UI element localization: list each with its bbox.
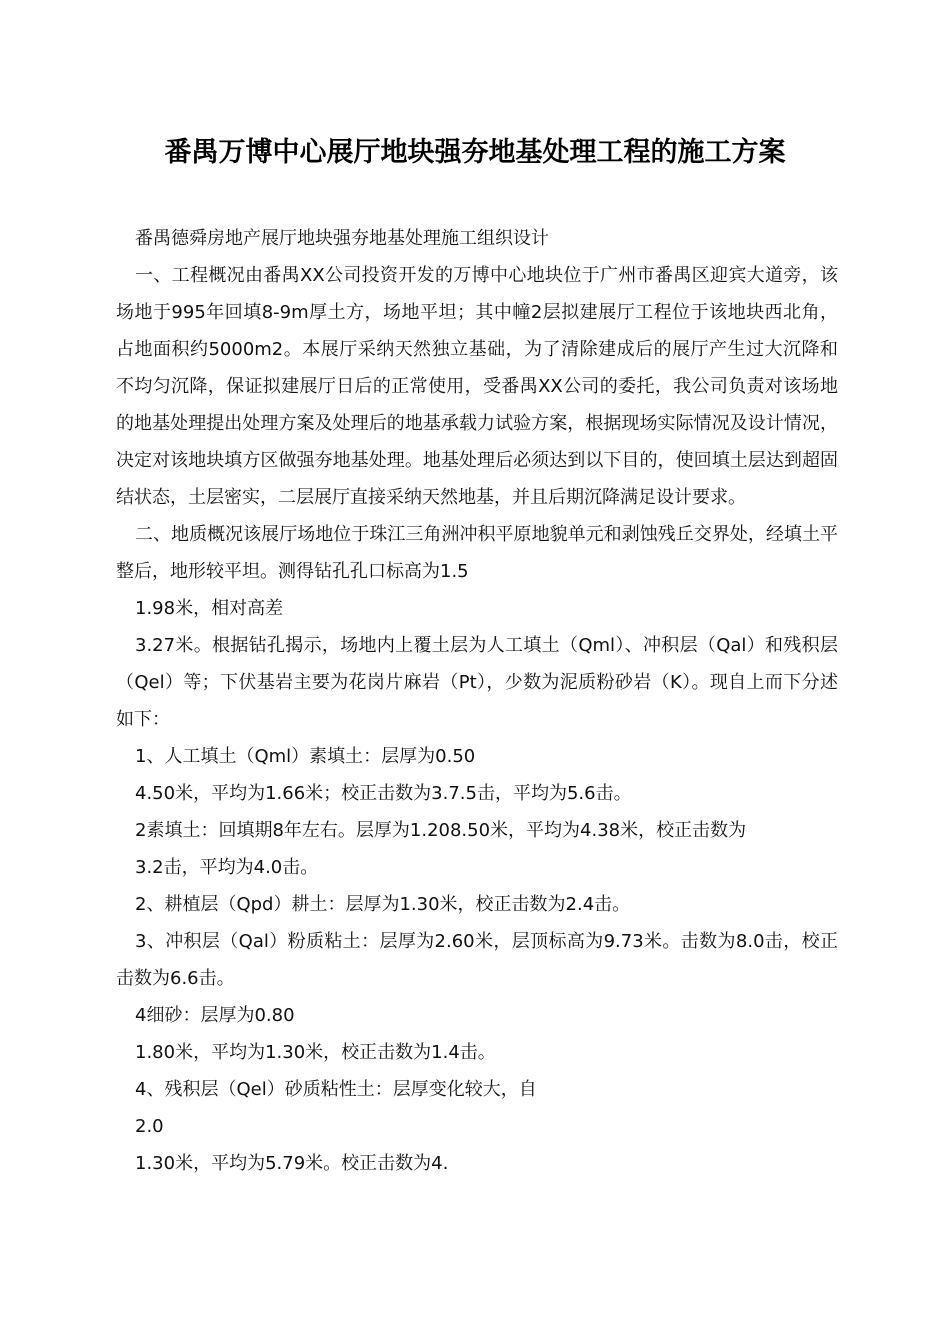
- paragraph-geology-overview: 二、地质概况该展厅场地位于珠江三角洲冲积平原地貌单元和剥蚀残丘交界处，经填土平整后，地形较平坦。测得钻孔孔口标高为1.5: [116, 524, 838, 582]
- paragraph-soil-layers: 3.27米。根据钻孔揭示，场地内上覆土层为人工填土（Qml）、冲积层（Qal）和残积层（Qel）等；下伏基岩主要为花岗片麻岩（Pt），少数为泥质粉砂岩（K）。现自上而下分述如下：: [116, 635, 838, 730]
- paragraph-residual-layer: 4、残积层（Qel）砂质粘性土：层厚变化较大，自: [135, 1079, 537, 1100]
- paragraph-cultivated-layer: 2、耕植层（Qpd）耕土：层厚为1.30米，校正击数为2.4击。: [135, 894, 631, 915]
- paragraph-plain-fill: 2素填土：回填期8年左右。层厚为1.208.50米，平均为4.38米，校正击数为: [135, 820, 747, 841]
- paragraph-fill-soil-values: 4.50米，平均为1.66米；校正击数为3.7.5击，平均为5.6击。: [135, 783, 632, 804]
- paragraph-elevation-range: 1.98米，相对高差: [135, 598, 284, 619]
- document-body: [116, 220, 838, 1182]
- document-title: 番禺万博中心展厅地块强夯地基处理工程的施工方案: [164, 137, 786, 168]
- paragraph-project-overview: 一、工程概况由番禺XX公司投资开发的万博中心地块位于广州市番禺区迎宾大道旁，该场地于995年回填8-9m厚土方，场地平坦；其中幢2层拟建展厅工程位于该地块西北角，占地面积约5000m2。本展厅采纳天然独立基础，为了清除建成后的展厅产生过大沉降和不均匀沉降，保证拟建展厅日后的正常使用，受番禺XX公司的委托，我公司负责对该场地的地基处理提出处理方案及处理后的地基承载力试验方案，根据现场实际情况及设计情况，决定对该地块填方区做强夯地基处理。地基处理后必须达到以下目的，使回填土层达到超固结状态，土层密实，二层展厅直接采纳天然地基，并且后期沉降满足设计要求。: [116, 265, 838, 508]
- paragraph-residual-start: 2.0: [135, 1116, 164, 1137]
- paragraph-alluvial-layer: 3、冲积层（Qal）粉质粘土：层厚为2.60米，层顶标高为9.73米。击数为8.0击，校正击数为6.6击。: [116, 931, 838, 989]
- paragraph-fine-sand-values: 1.80米，平均为1.30米，校正击数为1.4击。: [135, 1042, 496, 1063]
- paragraph-fine-sand: 4细砂：层厚为0.80: [135, 1005, 295, 1026]
- subtitle-paragraph: 番禺德舜房地产展厅地块强夯地基处理施工组织设计: [135, 228, 549, 249]
- paragraph-fill-soil: 1、人工填土（Qml）素填土：层厚为0.50: [135, 746, 476, 767]
- paragraph-plain-fill-values: 3.2击，平均为4.0击。: [135, 857, 319, 878]
- paragraph-residual-values: 1.30米，平均为5.79米。校正击数为4.: [135, 1153, 449, 1174]
